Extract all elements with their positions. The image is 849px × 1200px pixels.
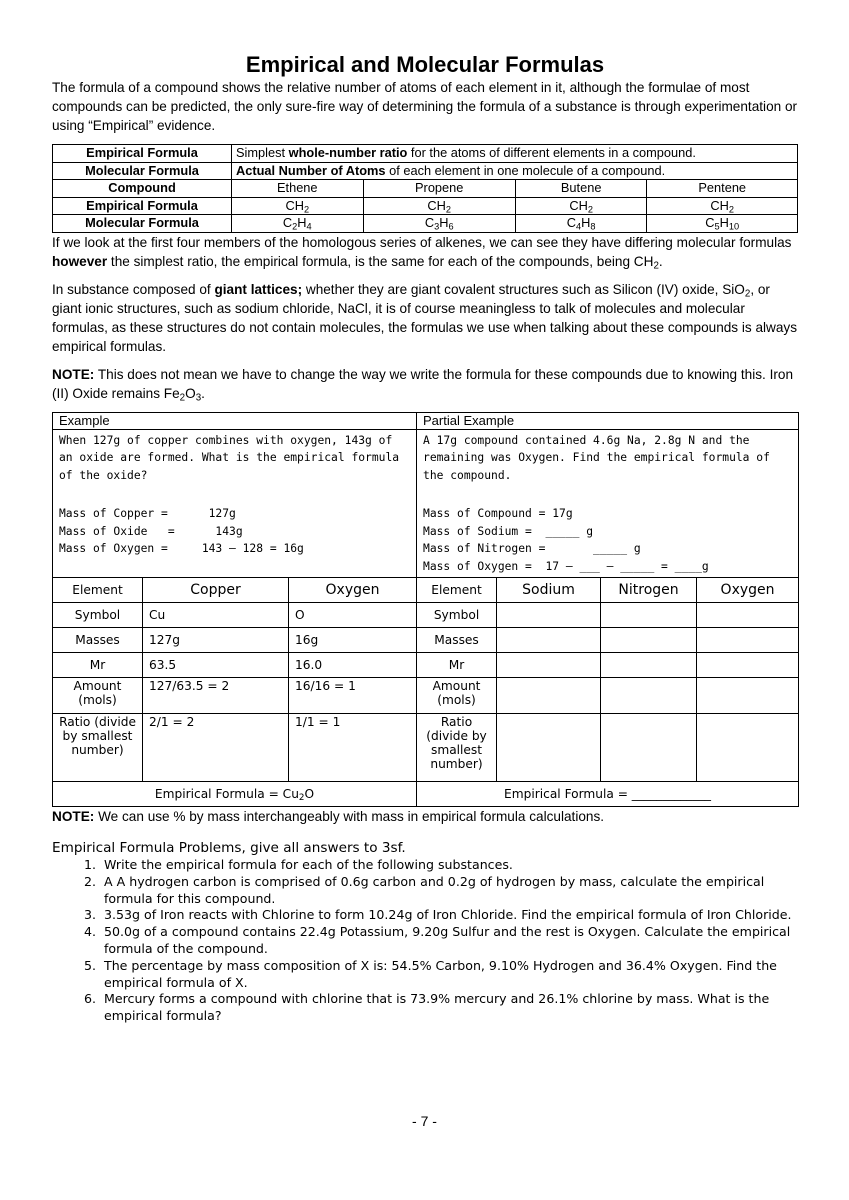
answer-cell[interactable]	[601, 653, 697, 678]
compound-name: Butene	[515, 180, 647, 198]
table-cell: 1/1 = 1	[289, 714, 417, 782]
problem-item: 4. 50.0g of a compound contains 22.4g Potassium, 9.20g Sulfur and the rest is Oxygen. Calculate the empirical formula of the compound.	[100, 924, 798, 958]
partial-example-question: A 17g compound contained 4.6g Na, 2.8g N and the remaining was Oxygen. Find the empirical formula of the compound.	[423, 433, 777, 482]
partial-example-heading: Partial Example	[417, 413, 798, 430]
answer-cell[interactable]	[697, 603, 799, 628]
compound-name: Propene	[363, 180, 515, 198]
partial-empirical-formula: Empirical Formula = _____________	[417, 782, 799, 807]
molecular-formula-label: Molecular Formula	[53, 162, 232, 180]
empirical-row-label: Empirical Formula	[53, 197, 232, 215]
answer-cell[interactable]	[697, 628, 799, 653]
answer-cell[interactable]	[497, 628, 601, 653]
row-label: Mr	[53, 653, 143, 678]
worksheet-page	[52, 52, 798, 1025]
table-cell: 2/1 = 2	[143, 714, 289, 782]
row-label: Ratio (divide by smallest number)	[53, 714, 143, 782]
example-givens: Mass of Copper = 127g Mass of Oxide = 143g Mass of Oxygen = 143 – 128 = 16g	[59, 507, 304, 555]
row-label: Amount (mols)	[53, 678, 143, 714]
compound-name: Pentene	[647, 180, 798, 198]
element-header: Element	[417, 578, 497, 603]
empirical-cell: $CH_2$	[515, 197, 647, 215]
table-cell: 63.5	[143, 653, 289, 678]
problem-item: 1. Write the empirical formula for each of the following substances.	[100, 857, 798, 874]
example-panel	[53, 412, 417, 578]
row-label: Masses	[417, 628, 497, 653]
empirical-formula-definition: Simplest whole-number ratio for the atoms of different elements in a compound.	[232, 145, 798, 163]
row-label: Masses	[53, 628, 143, 653]
intro-paragraph: The formula of a compound shows the relative number of atoms of each element in it, although the formulae of most compounds can be predicted, the only sure-fire way of determining the formula of a substance is through experimentation or using “Empirical” evidence.	[52, 80, 798, 133]
answer-cell[interactable]	[497, 603, 601, 628]
oxygen-header: Oxygen	[697, 578, 799, 603]
table-cell: 127g	[143, 628, 289, 653]
compound-label: Compound	[53, 180, 232, 198]
table-cell: Cu	[143, 603, 289, 628]
answer-cell[interactable]	[497, 714, 601, 782]
table-cell: 16.0	[289, 653, 417, 678]
nitrogen-header: Nitrogen	[601, 578, 697, 603]
compound-name: Ethene	[232, 180, 364, 198]
molecular-cell: $C_5H_{10}$	[647, 215, 798, 233]
page-title: Empirical and Molecular Formulas	[245, 52, 605, 77]
giant-lattices-paragraph: In substance composed of giant lattices; whether they are giant covalent structures such as Silicon (IV) oxide, SiO$_2$, or giant ionic structures, such as sodium chloride, NaCl, it is of course meaningless to talk of molecules and molecular formulas, as these structures do not contain molecules, the formulas we use when talking about these compounds is always empirical formulas.	[52, 281, 798, 354]
partial-example-panel	[417, 412, 799, 578]
row-label: Amount (mols)	[417, 678, 497, 714]
answer-cell[interactable]	[601, 714, 697, 782]
table-cell: O	[289, 603, 417, 628]
empirical-cell: $CH_2$	[232, 197, 364, 215]
table-cell: 127/63.5 = 2	[143, 678, 289, 714]
problem-item: 2. A A hydrogen carbon is comprised of 0.6g carbon and 0.2g of hydrogen by mass, calculate the empirical formula for this compound.	[100, 874, 798, 908]
element-header: Element	[53, 578, 143, 603]
example-heading: Example	[53, 413, 416, 430]
answer-cell[interactable]	[697, 653, 799, 678]
row-label: Symbol	[417, 603, 497, 628]
problem-item: 5. The percentage by mass composition of X is: 54.5% Carbon, 9.10% Hydrogen and 36.4% Oxygen. Find the empirical formula of X.	[100, 958, 798, 992]
sodium-header: Sodium	[497, 578, 601, 603]
row-label: Mr	[417, 653, 497, 678]
problems-title: Empirical Formula Problems, give all answers to 3sf.	[52, 840, 406, 856]
empirical-cell: $CH_2$	[647, 197, 798, 215]
empirical-formula-label: Empirical Formula	[53, 145, 232, 163]
note-percent-mass: NOTE: We can use % by mass interchangeably with mass in empirical formula calculations.	[52, 809, 605, 824]
molecular-formula-definition: Actual Number of Atoms of each element in one molecule of a compound.	[232, 162, 798, 180]
oxygen-header: Oxygen	[289, 578, 417, 603]
row-label: Symbol	[53, 603, 143, 628]
partial-example-givens: Mass of Compound = 17g Mass of Sodium = _____ g Mass of Nitrogen = _____ g Mass of Oxygen = 17 – ___ – _____ = ____g	[423, 507, 709, 573]
answer-cell[interactable]	[601, 628, 697, 653]
page-number: - 7 -	[412, 1113, 437, 1129]
note-paragraph: NOTE: This does not mean we have to change the way we write the formula for these compounds due to knowing this. Iron (II) Oxide remains $Fe_2O_3$.	[52, 366, 794, 403]
problem-item: 6. Mercury forms a compound with chlorine that is 73.9% mercury and 26.1% chlorine by mass. What is the empirical formula?	[100, 991, 798, 1025]
row-label: Ratio (divide by smallest number)	[417, 714, 497, 782]
definition-table	[52, 144, 798, 233]
table-cell: 16g	[289, 628, 417, 653]
answer-cell[interactable]	[601, 678, 697, 714]
answer-cell[interactable]	[497, 653, 601, 678]
copper-header: Copper	[143, 578, 289, 603]
answer-cell[interactable]	[497, 678, 601, 714]
molecular-cell: $C_3H_6$	[363, 215, 515, 233]
answer-cell[interactable]	[697, 714, 799, 782]
worked-example-table	[52, 412, 799, 808]
molecular-cell: $C_2H_4$	[232, 215, 364, 233]
table-cell: 16/16 = 1	[289, 678, 417, 714]
example-empirical-formula: Empirical Formula = $Cu_2O$	[53, 782, 417, 807]
problem-item: 3. 3.53g of Iron reacts with Chlorine to form 10.24g of Iron Chloride. Find the empirical formula of Iron Chloride.	[100, 907, 798, 924]
alkenes-paragraph: If we look at the first four members of the homologous series of alkenes, we can see they have differing molecular formulas however the simplest ratio, the empirical formula, is the same for each of the compounds, being $CH_2$.	[52, 234, 792, 271]
example-question: When 127g of copper combines with oxygen, 143g of an oxide are formed. What is the empirical formula of the oxide?	[59, 433, 406, 482]
answer-cell[interactable]	[601, 603, 697, 628]
problems-list	[52, 857, 798, 1025]
answer-cell[interactable]	[697, 678, 799, 714]
molecular-cell: $C_4H_8$	[515, 215, 647, 233]
molecular-row-label: Molecular Formula	[53, 215, 232, 233]
empirical-cell: $CH_2$	[363, 197, 515, 215]
